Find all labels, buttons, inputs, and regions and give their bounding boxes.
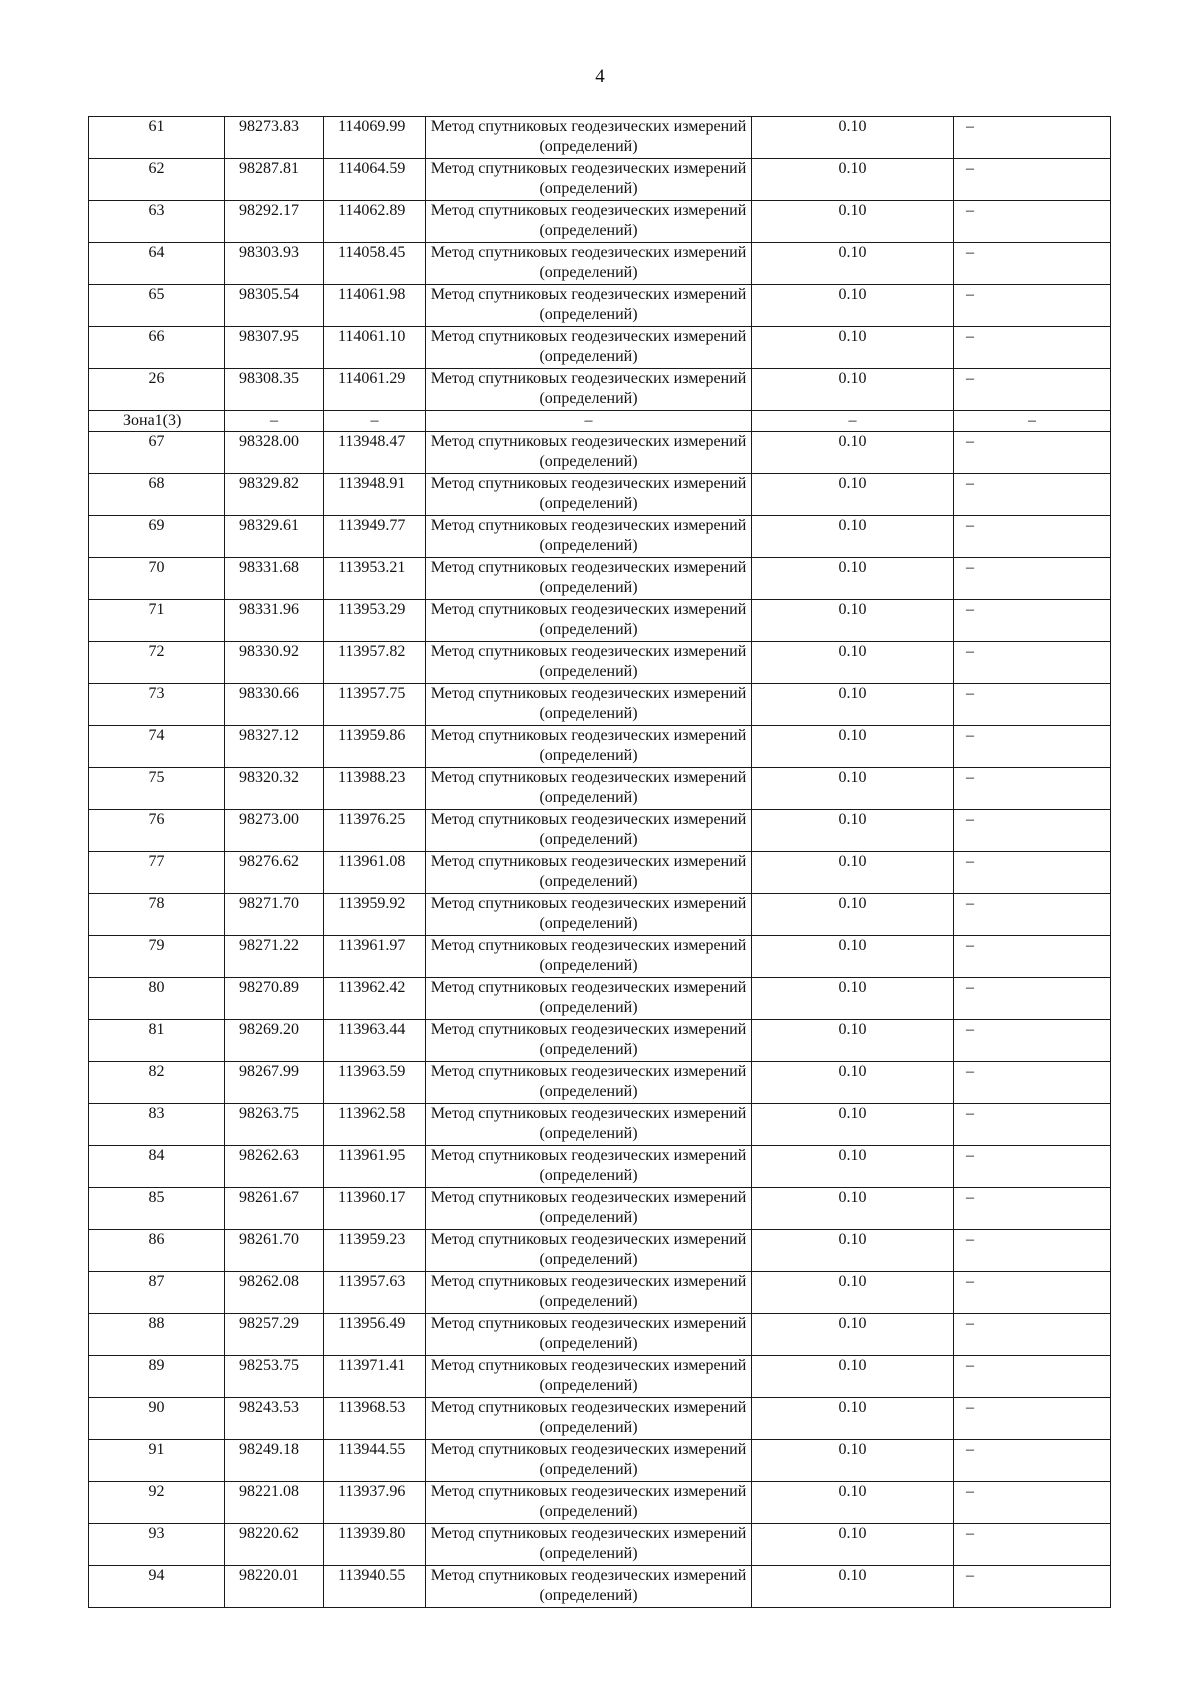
x-coordinate-cell: 98273.00 (225, 810, 324, 852)
y-coordinate-cell: 113957.75 (324, 684, 426, 726)
method-cell: Метод спутниковых геодезических измерений (определений) (426, 1524, 752, 1566)
table-row (89, 1440, 1111, 1482)
accuracy-cell: 0.10 (752, 894, 954, 936)
accuracy-cell: 0.10 (752, 810, 954, 852)
y-coordinate-cell: 113953.21 (324, 558, 426, 600)
accuracy-cell: 0.10 (752, 1146, 954, 1188)
table-row (89, 1356, 1111, 1398)
x-coordinate-cell: 98307.95 (225, 327, 324, 369)
accuracy-cell: 0.10 (752, 1356, 954, 1398)
table-row (89, 894, 1111, 936)
accuracy-cell: 0.10 (752, 1524, 954, 1566)
y-coordinate-cell: 114064.59 (324, 159, 426, 201)
y-coordinate-cell: 113962.58 (324, 1104, 426, 1146)
y-coordinate-cell: 113961.08 (324, 852, 426, 894)
table-row (89, 1230, 1111, 1272)
point-number-cell: 85 (89, 1188, 225, 1230)
point-number-cell: 87 (89, 1272, 225, 1314)
x-coordinate-cell: 98269.20 (225, 1020, 324, 1062)
zone-method-dash: – (426, 411, 752, 432)
table-row (89, 600, 1111, 642)
method-cell: Метод спутниковых геодезических измерений (определений) (426, 1062, 752, 1104)
table-row (89, 936, 1111, 978)
accuracy-cell: 0.10 (752, 1482, 954, 1524)
point-description-cell: – (954, 285, 1111, 327)
accuracy-cell: 0.10 (752, 978, 954, 1020)
point-number-cell: 65 (89, 285, 225, 327)
table-row (89, 1524, 1111, 1566)
coordinates-table (88, 116, 1111, 1608)
table-row (89, 558, 1111, 600)
y-coordinate-cell: 114061.10 (324, 327, 426, 369)
y-coordinate-cell: 113949.77 (324, 516, 426, 558)
y-coordinate-cell: 113960.17 (324, 1188, 426, 1230)
point-number-cell: 71 (89, 600, 225, 642)
point-description-cell: – (954, 1146, 1111, 1188)
y-coordinate-cell: 113956.49 (324, 1314, 426, 1356)
zone-label: Зона1(3) (89, 411, 225, 432)
point-description-cell: – (954, 1020, 1111, 1062)
point-description-cell: – (954, 642, 1111, 684)
method-cell: Метод спутниковых геодезических измерений (определений) (426, 1188, 752, 1230)
accuracy-cell: 0.10 (752, 1020, 954, 1062)
x-coordinate-cell: 98305.54 (225, 285, 324, 327)
point-description-cell: – (954, 936, 1111, 978)
point-number-cell: 68 (89, 474, 225, 516)
y-coordinate-cell: 113976.25 (324, 810, 426, 852)
point-number-cell: 79 (89, 936, 225, 978)
table-row (89, 852, 1111, 894)
table-row (89, 810, 1111, 852)
table-row (89, 1566, 1111, 1608)
method-cell: Метод спутниковых геодезических измерений (определений) (426, 201, 752, 243)
accuracy-cell: 0.10 (752, 726, 954, 768)
table-row (89, 1398, 1111, 1440)
method-cell: Метод спутниковых геодезических измерений (определений) (426, 852, 752, 894)
method-cell: Метод спутниковых геодезических измерений (определений) (426, 285, 752, 327)
y-coordinate-cell: 113939.80 (324, 1524, 426, 1566)
x-coordinate-cell: 98261.70 (225, 1230, 324, 1272)
method-cell: Метод спутниковых геодезических измерений (определений) (426, 600, 752, 642)
method-cell: Метод спутниковых геодезических измерений (определений) (426, 1566, 752, 1608)
x-coordinate-cell: 98308.35 (225, 369, 324, 411)
point-number-cell: 69 (89, 516, 225, 558)
accuracy-cell: 0.10 (752, 852, 954, 894)
accuracy-cell: 0.10 (752, 1062, 954, 1104)
method-cell: Метод спутниковых геодезических измерений (определений) (426, 684, 752, 726)
y-coordinate-cell: 113961.97 (324, 936, 426, 978)
method-cell: Метод спутниковых геодезических измерений (определений) (426, 1272, 752, 1314)
x-coordinate-cell: 98221.08 (225, 1482, 324, 1524)
accuracy-cell: 0.10 (752, 243, 954, 285)
point-description-cell: – (954, 1272, 1111, 1314)
point-number-cell: 91 (89, 1440, 225, 1482)
x-coordinate-cell: 98270.89 (225, 978, 324, 1020)
x-coordinate-cell: 98331.68 (225, 558, 324, 600)
y-coordinate-cell: 113959.23 (324, 1230, 426, 1272)
y-coordinate-cell: 113959.86 (324, 726, 426, 768)
table-row (89, 159, 1111, 201)
point-description-cell: – (954, 1230, 1111, 1272)
table-row (89, 243, 1111, 285)
x-coordinate-cell: 98329.82 (225, 474, 324, 516)
method-cell: Метод спутниковых геодезических измерений (определений) (426, 1146, 752, 1188)
point-description-cell: – (954, 474, 1111, 516)
table-row (89, 1482, 1111, 1524)
accuracy-cell: 0.10 (752, 369, 954, 411)
y-coordinate-cell: 113971.41 (324, 1356, 426, 1398)
zone-y-dash: – (324, 411, 426, 432)
accuracy-cell: 0.10 (752, 432, 954, 474)
y-coordinate-cell: 113937.96 (324, 1482, 426, 1524)
point-description-cell: – (954, 768, 1111, 810)
y-coordinate-cell: 113957.63 (324, 1272, 426, 1314)
method-cell: Метод спутниковых геодезических измерений (определений) (426, 1398, 752, 1440)
y-coordinate-cell: 114061.98 (324, 285, 426, 327)
table-body-after-zone (89, 432, 1111, 1608)
method-cell: Метод спутниковых геодезических измерений (определений) (426, 1020, 752, 1062)
accuracy-cell: 0.10 (752, 600, 954, 642)
point-number-cell: 75 (89, 768, 225, 810)
accuracy-cell: 0.10 (752, 1230, 954, 1272)
y-coordinate-cell: 113953.29 (324, 600, 426, 642)
point-description-cell: – (954, 243, 1111, 285)
y-coordinate-cell: 114061.29 (324, 369, 426, 411)
x-coordinate-cell: 98271.70 (225, 894, 324, 936)
y-coordinate-cell: 113988.23 (324, 768, 426, 810)
y-coordinate-cell: 113948.47 (324, 432, 426, 474)
y-coordinate-cell: 113948.91 (324, 474, 426, 516)
table-row (89, 684, 1111, 726)
point-number-cell: 67 (89, 432, 225, 474)
accuracy-cell: 0.10 (752, 516, 954, 558)
point-number-cell: 74 (89, 726, 225, 768)
point-number-cell: 64 (89, 243, 225, 285)
point-number-cell: 92 (89, 1482, 225, 1524)
y-coordinate-cell: 113940.55 (324, 1566, 426, 1608)
x-coordinate-cell: 98253.75 (225, 1356, 324, 1398)
point-number-cell: 78 (89, 894, 225, 936)
point-description-cell: – (954, 1356, 1111, 1398)
x-coordinate-cell: 98271.22 (225, 936, 324, 978)
accuracy-cell: 0.10 (752, 936, 954, 978)
accuracy-cell: 0.10 (752, 1104, 954, 1146)
point-number-cell: 63 (89, 201, 225, 243)
method-cell: Метод спутниковых геодезических измерений (определений) (426, 159, 752, 201)
point-number-cell: 90 (89, 1398, 225, 1440)
table-row (89, 117, 1111, 159)
method-cell: Метод спутниковых геодезических измерений (определений) (426, 978, 752, 1020)
y-coordinate-cell: 113963.44 (324, 1020, 426, 1062)
accuracy-cell: 0.10 (752, 1188, 954, 1230)
y-coordinate-cell: 113944.55 (324, 1440, 426, 1482)
method-cell: Метод спутниковых геодезических измерений (определений) (426, 936, 752, 978)
y-coordinate-cell: 113962.42 (324, 978, 426, 1020)
method-cell: Метод спутниковых геодезических измерений (определений) (426, 726, 752, 768)
x-coordinate-cell: 98287.81 (225, 159, 324, 201)
point-number-cell: 93 (89, 1524, 225, 1566)
point-description-cell: – (954, 684, 1111, 726)
table-row (89, 1146, 1111, 1188)
point-description-cell: – (954, 1524, 1111, 1566)
x-coordinate-cell: 98328.00 (225, 432, 324, 474)
method-cell: Метод спутниковых геодезических измерений (определений) (426, 1482, 752, 1524)
x-coordinate-cell: 98292.17 (225, 201, 324, 243)
point-description-cell: – (954, 1398, 1111, 1440)
x-coordinate-cell: 98331.96 (225, 600, 324, 642)
point-number-cell: 80 (89, 978, 225, 1020)
y-coordinate-cell: 113959.92 (324, 894, 426, 936)
x-coordinate-cell: 98220.62 (225, 1524, 324, 1566)
point-description-cell: – (954, 117, 1111, 159)
table-body-before-zone (89, 117, 1111, 411)
zone-row (89, 411, 1111, 432)
table-row (89, 1314, 1111, 1356)
accuracy-cell: 0.10 (752, 1272, 954, 1314)
x-coordinate-cell: 98262.63 (225, 1146, 324, 1188)
x-coordinate-cell: 98262.08 (225, 1272, 324, 1314)
table-row (89, 516, 1111, 558)
accuracy-cell: 0.10 (752, 285, 954, 327)
table-row (89, 768, 1111, 810)
x-coordinate-cell: 98267.99 (225, 1062, 324, 1104)
method-cell: Метод спутниковых геодезических измерений (определений) (426, 117, 752, 159)
y-coordinate-cell: 114058.45 (324, 243, 426, 285)
accuracy-cell: 0.10 (752, 684, 954, 726)
y-coordinate-cell: 114062.89 (324, 201, 426, 243)
point-description-cell: – (954, 600, 1111, 642)
method-cell: Метод спутниковых геодезических измерений (определений) (426, 369, 752, 411)
point-number-cell: 61 (89, 117, 225, 159)
x-coordinate-cell: 98261.67 (225, 1188, 324, 1230)
accuracy-cell: 0.10 (752, 201, 954, 243)
point-number-cell: 77 (89, 852, 225, 894)
method-cell: Метод спутниковых геодезических измерений (определений) (426, 894, 752, 936)
x-coordinate-cell: 98330.66 (225, 684, 324, 726)
point-description-cell: – (954, 1482, 1111, 1524)
accuracy-cell: 0.10 (752, 1398, 954, 1440)
x-coordinate-cell: 98257.29 (225, 1314, 324, 1356)
x-coordinate-cell: 98303.93 (225, 243, 324, 285)
table-row (89, 1104, 1111, 1146)
point-description-cell: – (954, 558, 1111, 600)
accuracy-cell: 0.10 (752, 558, 954, 600)
point-description-cell: – (954, 369, 1111, 411)
method-cell: Метод спутниковых геодезических измерений (определений) (426, 558, 752, 600)
table-row (89, 369, 1111, 411)
x-coordinate-cell: 98249.18 (225, 1440, 324, 1482)
table-row (89, 1188, 1111, 1230)
method-cell: Метод спутниковых геодезических измерений (определений) (426, 1104, 752, 1146)
table-row (89, 285, 1111, 327)
point-description-cell: – (954, 201, 1111, 243)
point-number-cell: 66 (89, 327, 225, 369)
method-cell: Метод спутниковых геодезических измерений (определений) (426, 768, 752, 810)
accuracy-cell: 0.10 (752, 327, 954, 369)
method-cell: Метод спутниковых геодезических измерений (определений) (426, 1440, 752, 1482)
method-cell: Метод спутниковых геодезических измерений (определений) (426, 243, 752, 285)
table-row (89, 978, 1111, 1020)
point-number-cell: 86 (89, 1230, 225, 1272)
x-coordinate-cell: 98243.53 (225, 1398, 324, 1440)
method-cell: Метод спутниковых геодезических измерений (определений) (426, 516, 752, 558)
y-coordinate-cell: 113963.59 (324, 1062, 426, 1104)
point-description-cell: – (954, 894, 1111, 936)
y-coordinate-cell: 113961.95 (324, 1146, 426, 1188)
x-coordinate-cell: 98220.01 (225, 1566, 324, 1608)
method-cell: Метод спутниковых геодезических измерений (определений) (426, 1230, 752, 1272)
x-coordinate-cell: 98329.61 (225, 516, 324, 558)
accuracy-cell: 0.10 (752, 1566, 954, 1608)
table-row (89, 642, 1111, 684)
x-coordinate-cell: 98276.62 (225, 852, 324, 894)
method-cell: Метод спутниковых геодезических измерений (определений) (426, 474, 752, 516)
accuracy-cell: 0.10 (752, 768, 954, 810)
point-number-cell: 83 (89, 1104, 225, 1146)
point-number-cell: 76 (89, 810, 225, 852)
point-number-cell: 26 (89, 369, 225, 411)
zone-x-dash: – (225, 411, 324, 432)
point-number-cell: 81 (89, 1020, 225, 1062)
point-description-cell: – (954, 1104, 1111, 1146)
table-row (89, 432, 1111, 474)
y-coordinate-cell: 113968.53 (324, 1398, 426, 1440)
point-number-cell: 82 (89, 1062, 225, 1104)
accuracy-cell: 0.10 (752, 642, 954, 684)
zone-accuracy-dash: – (752, 411, 954, 432)
point-description-cell: – (954, 1314, 1111, 1356)
accuracy-cell: 0.10 (752, 117, 954, 159)
point-description-cell: – (954, 1062, 1111, 1104)
point-number-cell: 70 (89, 558, 225, 600)
y-coordinate-cell: 114069.99 (324, 117, 426, 159)
point-number-cell: 73 (89, 684, 225, 726)
point-description-cell: – (954, 516, 1111, 558)
table-row (89, 474, 1111, 516)
zone-header (89, 411, 1111, 432)
accuracy-cell: 0.10 (752, 1314, 954, 1356)
table-row (89, 1062, 1111, 1104)
point-description-cell: – (954, 1566, 1111, 1608)
x-coordinate-cell: 98330.92 (225, 642, 324, 684)
method-cell: Метод спутниковых геодезических измерений (определений) (426, 810, 752, 852)
point-description-cell: – (954, 726, 1111, 768)
method-cell: Метод спутниковых геодезических измерений (определений) (426, 1314, 752, 1356)
zone-description-dash: – (954, 411, 1111, 432)
accuracy-cell: 0.10 (752, 1440, 954, 1482)
point-description-cell: – (954, 432, 1111, 474)
table-row (89, 1020, 1111, 1062)
point-description-cell: – (954, 978, 1111, 1020)
point-description-cell: – (954, 1440, 1111, 1482)
table-row (89, 726, 1111, 768)
point-number-cell: 89 (89, 1356, 225, 1398)
point-number-cell: 72 (89, 642, 225, 684)
point-description-cell: – (954, 852, 1111, 894)
point-number-cell: 84 (89, 1146, 225, 1188)
x-coordinate-cell: 98327.12 (225, 726, 324, 768)
table-row (89, 201, 1111, 243)
table-row (89, 327, 1111, 369)
method-cell: Метод спутниковых геодезических измерений (определений) (426, 1356, 752, 1398)
point-description-cell: – (954, 327, 1111, 369)
point-description-cell: – (954, 159, 1111, 201)
page-number: 4 (595, 66, 605, 87)
method-cell: Метод спутниковых геодезических измерений (определений) (426, 432, 752, 474)
x-coordinate-cell: 98273.83 (225, 117, 324, 159)
y-coordinate-cell: 113957.82 (324, 642, 426, 684)
point-number-cell: 88 (89, 1314, 225, 1356)
accuracy-cell: 0.10 (752, 159, 954, 201)
point-number-cell: 94 (89, 1566, 225, 1608)
table-row (89, 1272, 1111, 1314)
point-description-cell: – (954, 810, 1111, 852)
point-number-cell: 62 (89, 159, 225, 201)
method-cell: Метод спутниковых геодезических измерений (определений) (426, 642, 752, 684)
accuracy-cell: 0.10 (752, 474, 954, 516)
x-coordinate-cell: 98263.75 (225, 1104, 324, 1146)
x-coordinate-cell: 98320.32 (225, 768, 324, 810)
point-description-cell: – (954, 1188, 1111, 1230)
method-cell: Метод спутниковых геодезических измерений (определений) (426, 327, 752, 369)
